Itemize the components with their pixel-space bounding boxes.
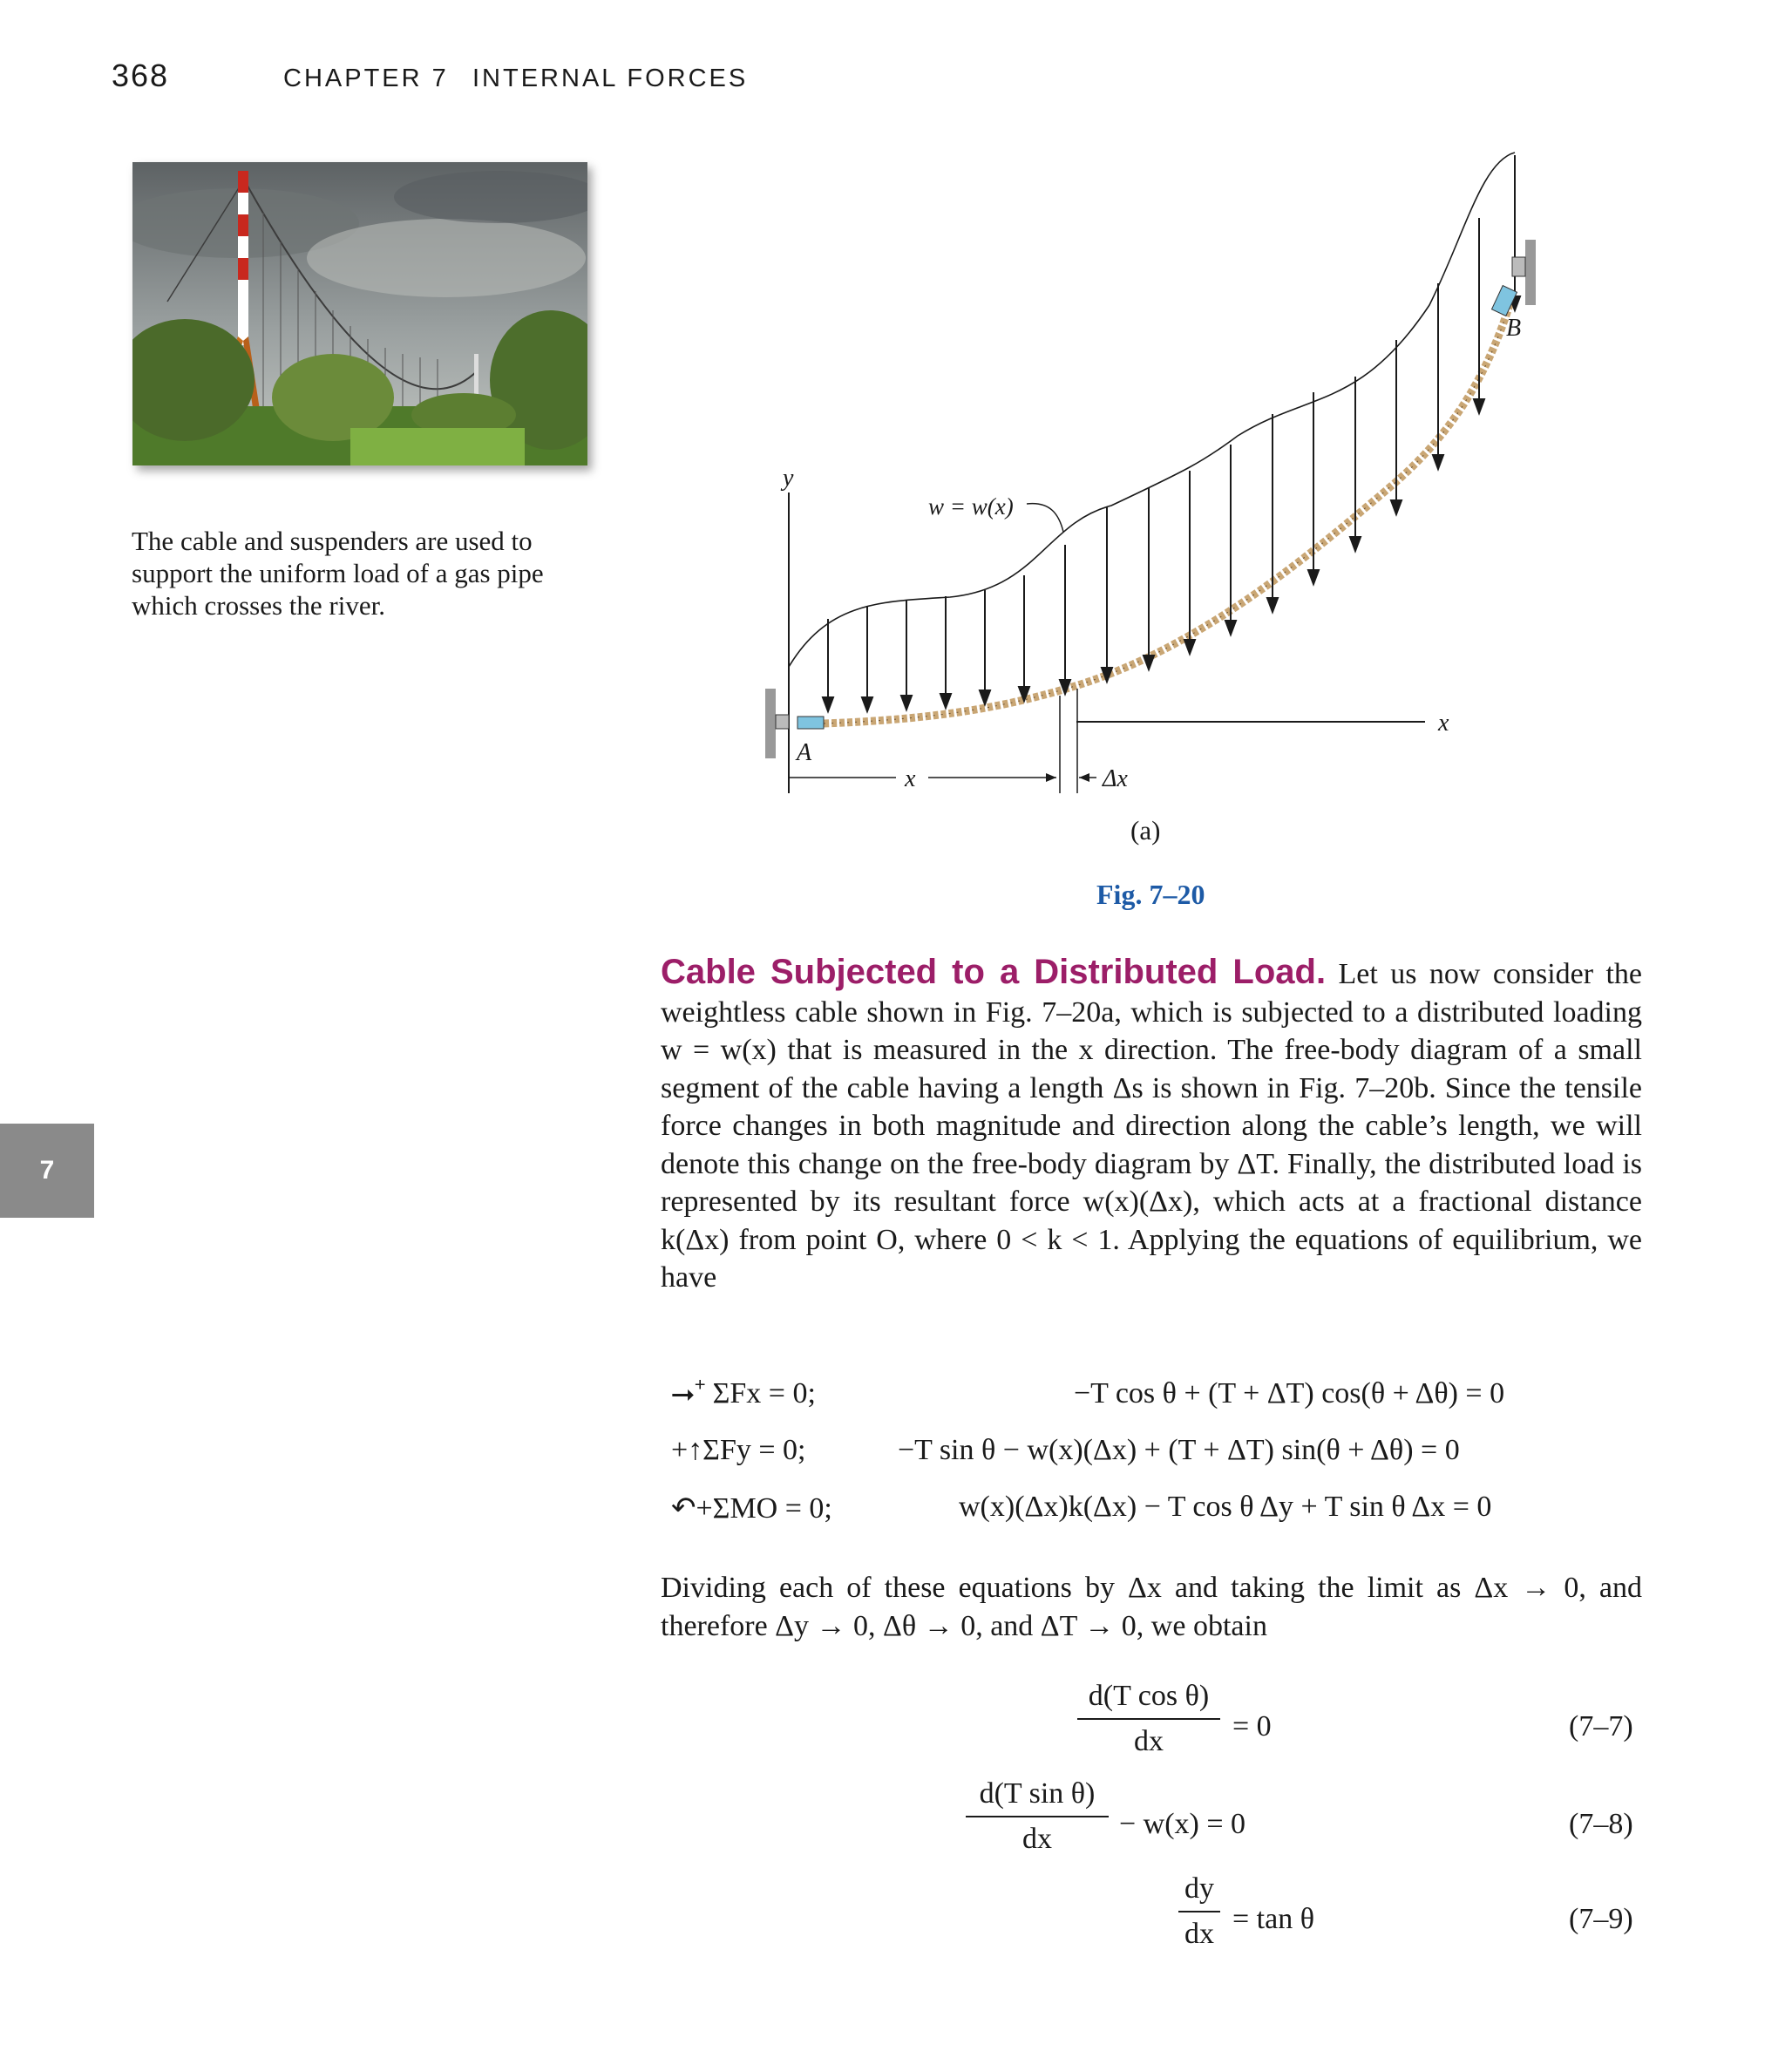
section-paragraph (661, 954, 1642, 1297)
point-b-label: B (1506, 315, 1522, 342)
eq78-denominator: dx (1022, 1823, 1052, 1855)
chapter-title: INTERNAL FORCES (472, 65, 749, 92)
dim-x-label: x (905, 765, 916, 792)
section-heading: Cable Subjected to a Distributed Load. (661, 953, 1327, 991)
bridge-photo (132, 162, 587, 465)
figure-label: Fig. 7–20 (1096, 879, 1205, 910)
eq79-rest: = tan θ (1232, 1903, 1314, 1935)
eq77-tag: (7–7) (1569, 1710, 1633, 1743)
eq-condition-2: +↑ΣFy = 0; (671, 1434, 806, 1466)
support-b (1525, 240, 1536, 305)
eq79-denominator: dx (1184, 1918, 1214, 1950)
eq77-denominator: dx (1134, 1725, 1164, 1757)
eq79-fraction (1178, 1872, 1220, 1951)
eq78-numerator: d(T sin θ) (979, 1777, 1096, 1810)
eq77-fraction (1077, 1680, 1220, 1758)
eq77-numerator: d(T cos θ) (1088, 1680, 1210, 1712)
paragraph-1: Let us now consider the weightless cable shown in Fig. 7–20a, which is subjected to a distributed loading w = w(x) that is measured in the x direction. The free-body diagram of a small segment of the cable having a length Δs is shown in Fig. 7–20b. Since the tensile force changes in both magnitude and direction along the cable’s length, we will denote this change on the free-body diagram by ΔT. Finally, the distributed load is represented by its resultant force w(x)(Δx), which acts at a fractional distance k(Δx) from point O, where 0 < k < 1. Applying the equations of equilibrium, we have (661, 958, 1643, 1294)
load-label: w = w(x) (928, 493, 1014, 520)
eq-condition-3: ↶+ΣMO = 0; (671, 1492, 832, 1525)
load-curve (789, 153, 1515, 667)
y-axis-label: y (783, 465, 794, 492)
cable-figure (750, 148, 1578, 811)
eq78-rest: − w(x) = 0 (1119, 1808, 1246, 1840)
eq-equation-3: w(x)(Δx)k(Δx) − T cos θ Δy + T sin θ Δx = 0 (959, 1491, 1492, 1523)
subfigure-label: (a) (1130, 815, 1161, 846)
page-number: 368 (112, 58, 170, 93)
paragraph-2: Dividing each of these equations by Δx and taking the limit as Δx → 0, and therefore Δy → 0, Δθ → 0, and ΔT → 0, we obtain (661, 1572, 1642, 1642)
eq79-tag: (7–9) (1569, 1903, 1633, 1935)
point-a-label: A (797, 739, 812, 766)
chapter-label: CHAPTER 7 (283, 65, 449, 92)
eq79-numerator: dy (1184, 1872, 1214, 1905)
eq78-fraction (966, 1777, 1109, 1856)
eq77-rest: = 0 (1232, 1710, 1272, 1743)
cable (824, 296, 1512, 724)
eq-condition-1: ⭢⁺ ΣFx = 0; (671, 1377, 816, 1410)
x-axis-label: x (1438, 710, 1449, 737)
eq-equation-1: −T cos θ + (T + ΔT) cos(θ + Δθ) = 0 (1074, 1377, 1505, 1410)
dim-dx-label: Δx (1103, 765, 1128, 792)
chapter-tab: 7 (0, 1124, 94, 1218)
support-a (765, 689, 776, 758)
eq78-tag: (7–8) (1569, 1808, 1633, 1840)
photo-caption: The cable and suspenders are used to support the uniform load of a gas pipe which crosses the river. (132, 526, 544, 621)
eq-equation-2: −T sin θ − w(x)(Δx) + (T + ΔT) sin(θ + Δθ) = 0 (898, 1434, 1460, 1466)
